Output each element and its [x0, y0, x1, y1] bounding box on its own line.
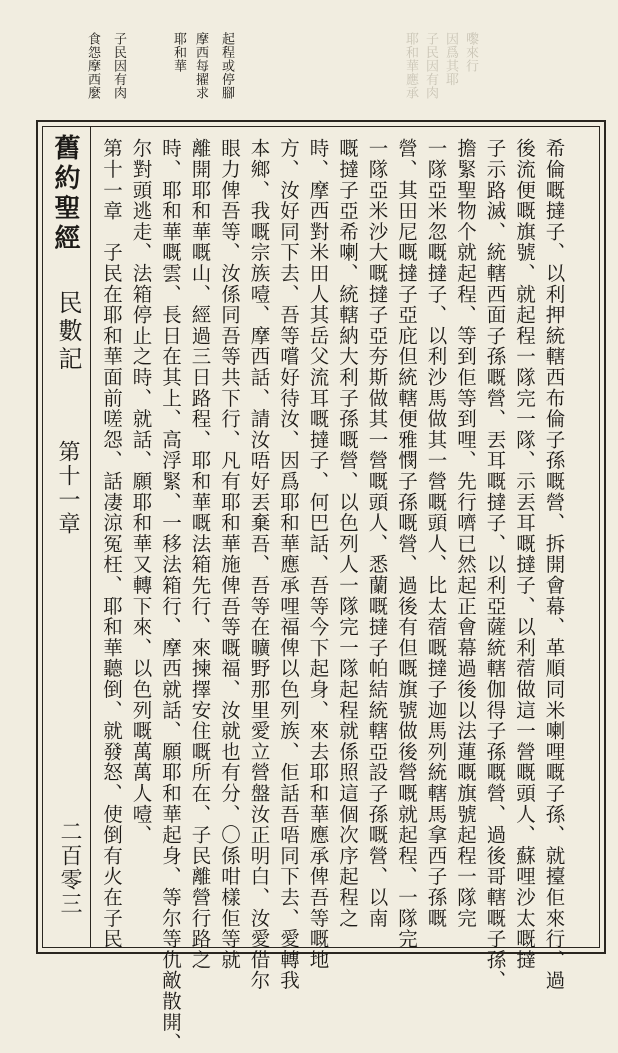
text-column: 眼力俾吾等、汝係同吾等共下行、凡有耶和華施俾吾等嘅福、汝就也有分、〇係咁樣佢等就: [218, 138, 241, 970]
page-number: 二百零三: [57, 820, 82, 916]
text-column: 營、其田尼嘅撻子亞庇但統轄便雅憫子孫嘅營、過後有但嘅旗號做後營嘅就起程、一隊完: [395, 138, 418, 950]
margin-note: 耶和華: [171, 32, 186, 73]
chapter-label: 第十一章: [55, 440, 80, 536]
text-column: 方、汝好同下去、吾等嚐好待汝、因爲耶和華應承哩福俾以色列族、佢話吾唔同下去、愛轉我: [277, 138, 300, 991]
margin-note: 摩西每擢求: [193, 32, 208, 100]
bleed-through-text: 子民因有肉: [423, 32, 438, 100]
margin-note: 子民因有肉: [111, 32, 126, 100]
header-divider: [90, 126, 91, 948]
text-column: 後流便嘅旗號、就起程一隊完一隊、示丟耳嘅撻子、以利蓿做這一營嘅頭人、蘇哩沙太嘅撻: [513, 138, 536, 970]
text-column: 離開耶和華嘅山、經過三日路程、耶和華嘅法箱先行、來揀擇安住嘅所在、子民離營行路之: [188, 138, 212, 970]
text-column: 時、摩西對米田人其岳父流耳嘅撻子、何巴話、吾等今下起身、來去耶和華應承俾吾等嘅地: [306, 138, 330, 970]
book-name: 民數記: [54, 290, 82, 374]
text-column: 本鄉、我嘅宗族噎、摩西話、請汝唔好丟棄吾、吾等在曠野那里愛立營盤汝正明白、汝愛借尔: [247, 138, 271, 991]
text-column: 嘅撻子亞希喇、統轄納大利子孫嘅營、以色列人一隊完一隊起程就係照這個次序起程之: [336, 138, 359, 929]
marginal-notes: [0, 32, 618, 122]
bleed-through-text: 耶和華應承: [403, 32, 418, 100]
text-column: 擔緊聖物个就起程、等到佢等到哩、先行嚌已然起正會幕過後以法蓮嘅旗號起程一隊完: [454, 138, 477, 929]
text-column: 子示路滅、統轄西面子孫嘅營、丟耳嘅撻子、以利亞薩統轄伽得子孫嘅營、過後哥轄嘅子孫、: [483, 138, 507, 991]
text-column: 時、耶和華嘅雲、長日在其上、高浮緊、一移法箱行、摩西就話、願耶和華起身、等尔等仇敵散開、: [159, 138, 182, 1053]
margin-note: 食怨摩西麼: [85, 32, 100, 100]
running-title: 舊約聖經: [50, 134, 80, 254]
text-column: 第十一章 子民在耶和華面前嗟怨、話凄涼冤枉、耶和華聽倒、就發怒、使倒有火在子民: [100, 138, 123, 950]
text-column: 希倫嘅撻子、以利押統轄西布倫子孫嘅營、拆開會幕、革順同米喇哩嘅子孫、就擡佢來行、過: [542, 138, 566, 991]
bleed-through-text: 嚟來行: [463, 32, 478, 73]
bleed-through-text: 因爲其耶: [443, 32, 458, 86]
text-column: 一隊亞米忽嘅撻子、以利沙馬做其一營嘅頭人、比太蓿嘅撻子迦馬列統轄馬拿西子孫嘅: [424, 138, 448, 929]
text-column: 一隊亞米沙大嘅撻子亞夯斯做其一營嘅頭人、悉蘭嘅撻子帕結統轄亞設子孫嘅營、以南: [365, 138, 389, 929]
text-column: 尔對頭逃走、法箱停止之時、就話、願耶和華又轉下來、以色列嘅萬萬人噎、: [129, 138, 153, 846]
margin-note: 起程或停腳: [219, 32, 234, 100]
